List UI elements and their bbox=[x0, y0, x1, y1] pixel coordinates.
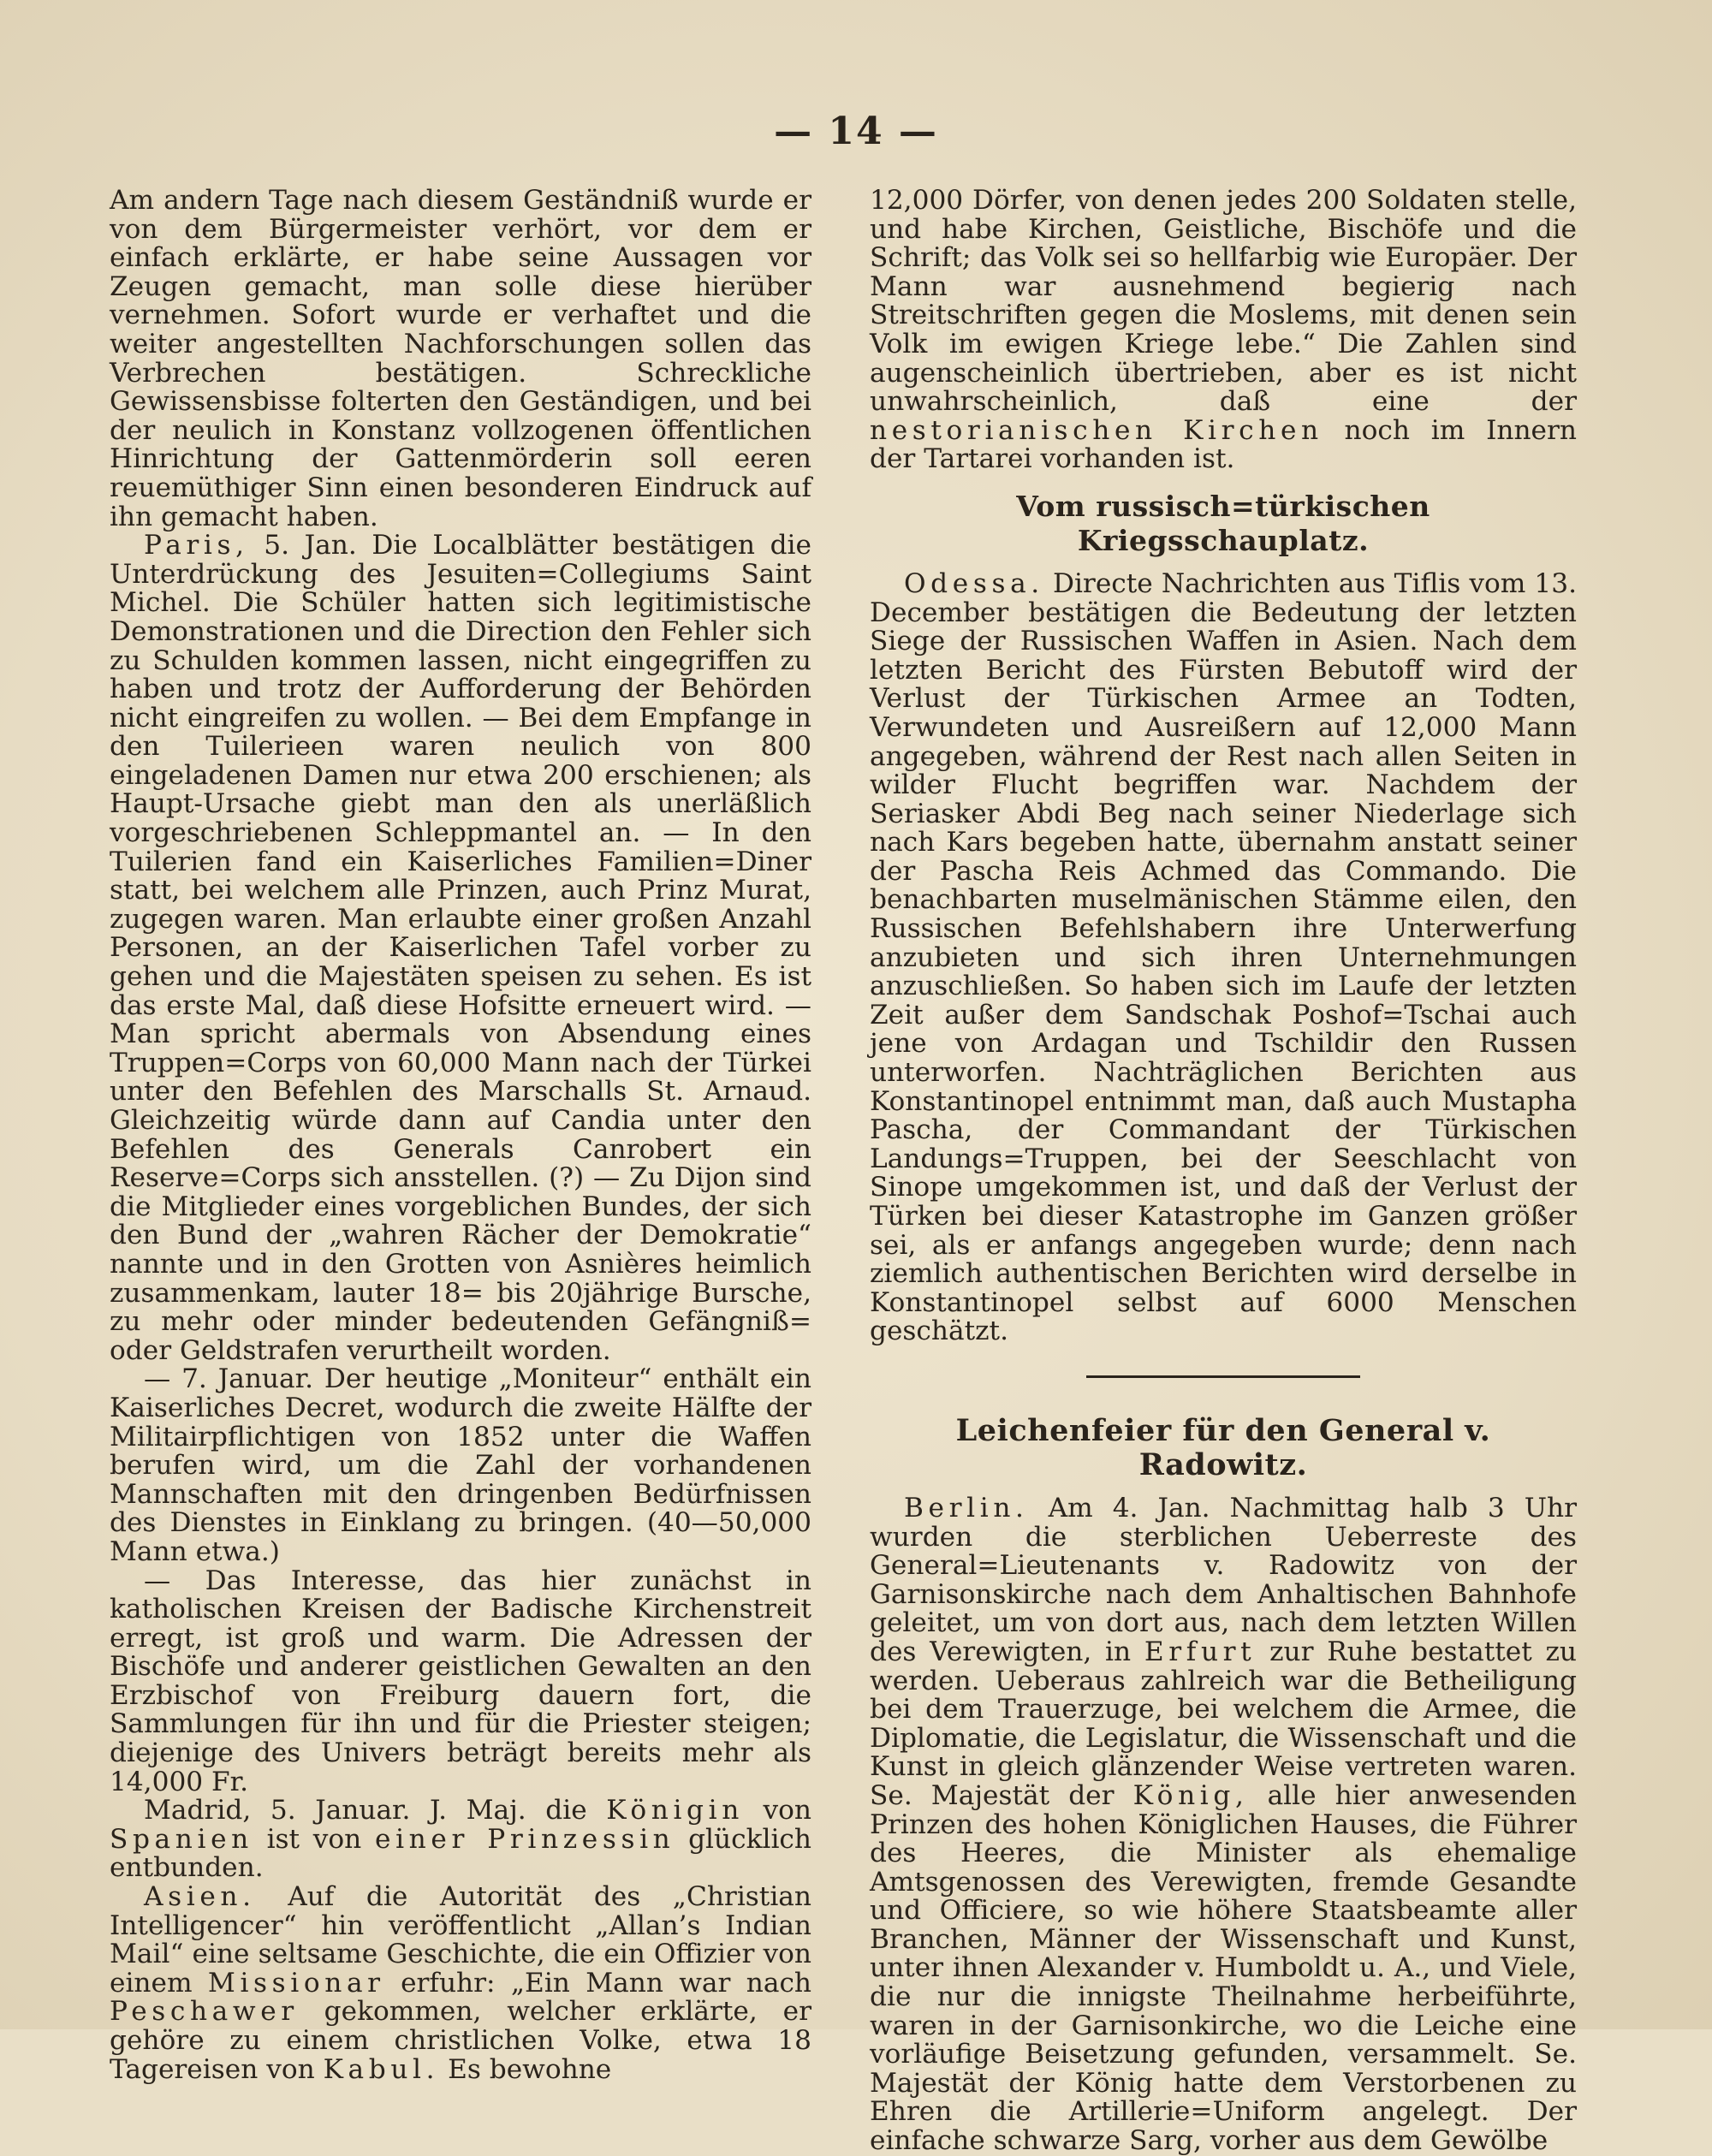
page-number: — 14 — bbox=[774, 110, 938, 153]
madrid-text: ist von bbox=[266, 1823, 362, 1855]
asien-text: gekommen, welcher erklärte, er gehöre zu einem christlichen Volke, etwa 18 Tagereisen von bbox=[110, 1996, 811, 2085]
spaced-erfurt: Erfurt bbox=[1144, 1636, 1257, 1667]
spaced-koenig: König, bbox=[1132, 1779, 1249, 1811]
paragraph-asien bbox=[110, 1883, 811, 2084]
asien-text: erfuhr: „Ein Mann war nach bbox=[401, 1967, 812, 1999]
odessa-text: Directe Nachrichten aus Tiflis vom 13. December bestätigen die Bedeutung der letzten Siege der Russischen Waffen in Asien. Nach dem letzten Bericht des Fürsten Bebutoff wird der Verlust der Türkischen Armee an Todten, Verwundeten und Ausreißern auf 12,000 Mann angegeben, während der Rest nach allen Seiten in wilder Flucht begriffen war. Nachdem der Seriasker Abdi Beg nach seiner Niederlage sich nach Kars begeben hatte, übernahm anstatt seiner der Pascha Reis Achmed das Commando. Die benachbarten muselmänischen Stämme eilen, den Russischen Befehlshabern ihre Unterwerfung anzubieten und sich ihren Unternehmungen anzuschließen. So haben sich im Laufe der letzten Zeit außer dem Sandschak Poshof=Tschai auch jene von Ardagan und Tschildir den Russen unterworfen. Nachträglichen Berichten aus Konstantinopel entnimmt man, daß auch Mustapha Pascha, der Commandant der Türkischen Landungs=Truppen, bei der Seeschlacht von Sinope umgekommen ist, und daß der Verlust der Türken bei dieser Katastrophe im Ganzen größer sei, als er anfangs angegeben wurde; denn nach ziemlich authentischen Berichten wird derselbe in Konstantinopel selbst auf 6000 Menschen geschätzt. bbox=[870, 567, 1577, 1347]
paragraph-odessa bbox=[870, 567, 1577, 1347]
dateline-madrid: Madrid, bbox=[144, 1795, 252, 1826]
spaced-peschawer: Peschawer bbox=[110, 1996, 299, 2028]
madrid-text: von bbox=[763, 1795, 812, 1826]
dateline-asien: Asien. bbox=[144, 1881, 256, 1913]
dateline-paris: Paris, bbox=[144, 530, 249, 561]
section-heading-leichenfeier: Leichenfeier für den General v. Radowitz. bbox=[955, 1412, 1491, 1482]
dateline-berlin: Berlin. bbox=[904, 1492, 1029, 1523]
left-column bbox=[110, 187, 811, 2084]
dateline-odessa: Odessa. bbox=[904, 567, 1044, 599]
madrid-text: 5. Januar. J. Maj. die bbox=[270, 1795, 587, 1826]
asien-continued-text: noch im Innern der Tartarei vorhanden ist. bbox=[870, 414, 1578, 475]
asien-text: Es bewohne bbox=[448, 2053, 612, 2085]
spaced-spanien: Spanien bbox=[110, 1823, 253, 1855]
paragraph-kirchenstreit: — Das Interesse, das hier zunächst in katholischen Kreisen der Badische Kirchenstreit erregt, ist groß und warm. Die Adressen der Bischöfe und anderer geistlichen Gewalten an den Erzbischof von Freiburg dauern fort, die Sammlungen für ihn und für die Priester steigen; diejenige des Univers beträgt bereits mehr als 14,000 Fr. bbox=[110, 1565, 811, 1797]
paragraph-asien-continued bbox=[870, 187, 1577, 474]
paragraph-confession: Am andern Tage nach diesem Geständniß wurde er von dem Bürgermeister verhört, vor dem er einfach erklärte, er habe seine Aussagen vor Zeugen gemacht, man solle diese hierüber vernehmen. Sofort wurde er verhaftet und die weiter angestellten Nachforschungen sollen das Verbrechen bestätigen. Schreckliche Gewissensbisse folterten den Geständigen, und bei der neulich in Konstanz vollzogenen öffentlichen Hinrichtung der Gattenmörderin soll eeren reuemüthiger Sinn einen besonderen Eindruck auf ihn gemacht haben. bbox=[110, 185, 811, 532]
paragraph-paris bbox=[110, 532, 811, 1365]
right-column bbox=[870, 187, 1577, 2156]
berlin-text: alle hier anwesenden Prinzen des hohen Königlichen Hauses, die Führer des Heeres, die Minister als ehemalige Amtsgenossen des Verewigten, fremde Gesandte und Officiere, so wie höhere Staatsbeamte aller Branchen, Männer der Wissenschaft und Kunst, unter ihnen Alexander v. Humboldt u. A., und Viele, die nur die innigste Theilnahme herbeiführte, waren in der Garnisonkirche, wo die Leiche eine vorläufige Beisetzung gefunden, versammelt. Se. Majestät der König hatte dem Verstorbenen zu Ehren die Artillerie=Uniform angelegt. Der einfache schwarze Sarg, vorher aus dem Gewölbe bbox=[870, 1779, 1578, 2156]
spaced-koenigin: Königin bbox=[606, 1795, 744, 1826]
berlin-text: zur Ruhe bestattet zu werden. Ueberaus zahlreich war die Betheiligung bei dem Trauerzuge, bei welchem die Armee, die Diplomatie, die Legislatur, die Wissenschaft und die Kunst in gleich glänzender Weise vertreten waren. Se. Majestät der bbox=[870, 1636, 1578, 1811]
section-divider bbox=[1086, 1375, 1360, 1378]
paragraph-madrid bbox=[110, 1797, 811, 1883]
paragraph-berlin bbox=[870, 1494, 1577, 2156]
paris-text: 5. Jan. Die Localblätter bestätigen die Unterdrückung des Jesuiten=Collegiums Saint Michel. Die Schüler hatten sich legitimistische Demonstrationen und die Direction den Fehler sich zu Schulden kommen lassen, nicht eingegriffen zu haben und trotz der Aufforderung der Behörden nicht eingreifen zu wollen. — Bei dem Empfange in den Tuilerieen waren neulich von 800 eingeladenen Damen nur etwa 200 erschienen; als Haupt-Ursache giebt man den als unerläßlich vorgeschriebenen Schleppmantel an. — In den Tuilerien fand ein Kaiserliches Familien=Diner statt, bei welchem alle Prinzen, auch Prinz Murat, zugegen waren. Man erlaubte einer großen Anzahl Personen, an der Kaiserlichen Tafel vorber zu gehen und die Majestäten speisen zu sehen. Es ist das erste Mal, daß diese Hofsitte erneuert wird. — Man spricht abermals von Absendung eines Truppen=Corps von 60,000 Mann nach der Türkei unter den Befehlen des Marschalls St. Arnaud. Gleichzeitig würde dann auf Candia unter den Befehlen des Generals Canrobert ein Reserve=Corps sich ansstellen. (?) — Zu Dijon sind die Mitglieder eines vorgeblichen Bundes, der sich den Bund der „wahren Rächer der Demokratie“ nannte und in den Grotten von Asnières heimlich zusammenkam, lauter 18= bis 20jährige Bursche, zu mehr oder minder bedeutenden Gefängniß= oder Geldstrafen verurtheilt worden. bbox=[110, 530, 811, 1366]
berlin-text: Am 4. Jan. Nachmittag halb 3 Uhr wurden die sterblichen Ueberreste des General=Lieutenants v. Radowitz von der Garnisonskirche nach dem Anhaltischen Bahnhofe geleitet, um von dort aus, nach dem letzten Willen des Verewigten, in bbox=[870, 1492, 1577, 1667]
section-heading-kriegsschauplatz: Vom russisch=türkischen Kriegsschauplatz. bbox=[1016, 489, 1430, 557]
asien-text: Auf die Autorität des „Christian Intelligencer“ hin veröffentlicht „Allan’s Indian Mail“ eine seltsame Geschichte, die ein Offizier von einem bbox=[110, 1881, 811, 1999]
asien-continued-text: 12,000 Dörfer, von denen jedes 200 Soldaten stelle, und habe Kirchen, Geistliche, Bischöfe und die Schrift; das Volk sei so hellfarbig wie Europäer. Der Mann war ausnehmend begierig nach Streitschriften gegen die Moslems, mit denen sein Volk im ewigen Kriege lebe.“ Die Zahlen sind augenscheinlich übertrieben, aber es ist nicht unwahrscheinlich, daß eine der bbox=[870, 185, 1577, 418]
spaced-kabul: Kabul. bbox=[323, 2053, 440, 2085]
madrid-text: glücklich entbunden. bbox=[110, 1823, 811, 1884]
spaced-prinzessin: einer Prinzessin bbox=[375, 1823, 675, 1855]
spaced-nestorianischen: nestorianischen Kirchen bbox=[870, 414, 1323, 446]
spaced-missionar: Missionar bbox=[207, 1967, 385, 1999]
paragraph-moniteur: — 7. Januar. Der heutige „Moniteur“ enthält ein Kaiserliches Decret, wodurch die zweite Hälfte der Militairpflichtigen von 1852 unter die Waffen berufen wird, um die Zahl der vorhandenen Mannschaften mit den dringenben Bedürfnissen des Dienstes in Einklang zu bringen. (40—50,000 Mann etwa.) bbox=[110, 1363, 811, 1567]
